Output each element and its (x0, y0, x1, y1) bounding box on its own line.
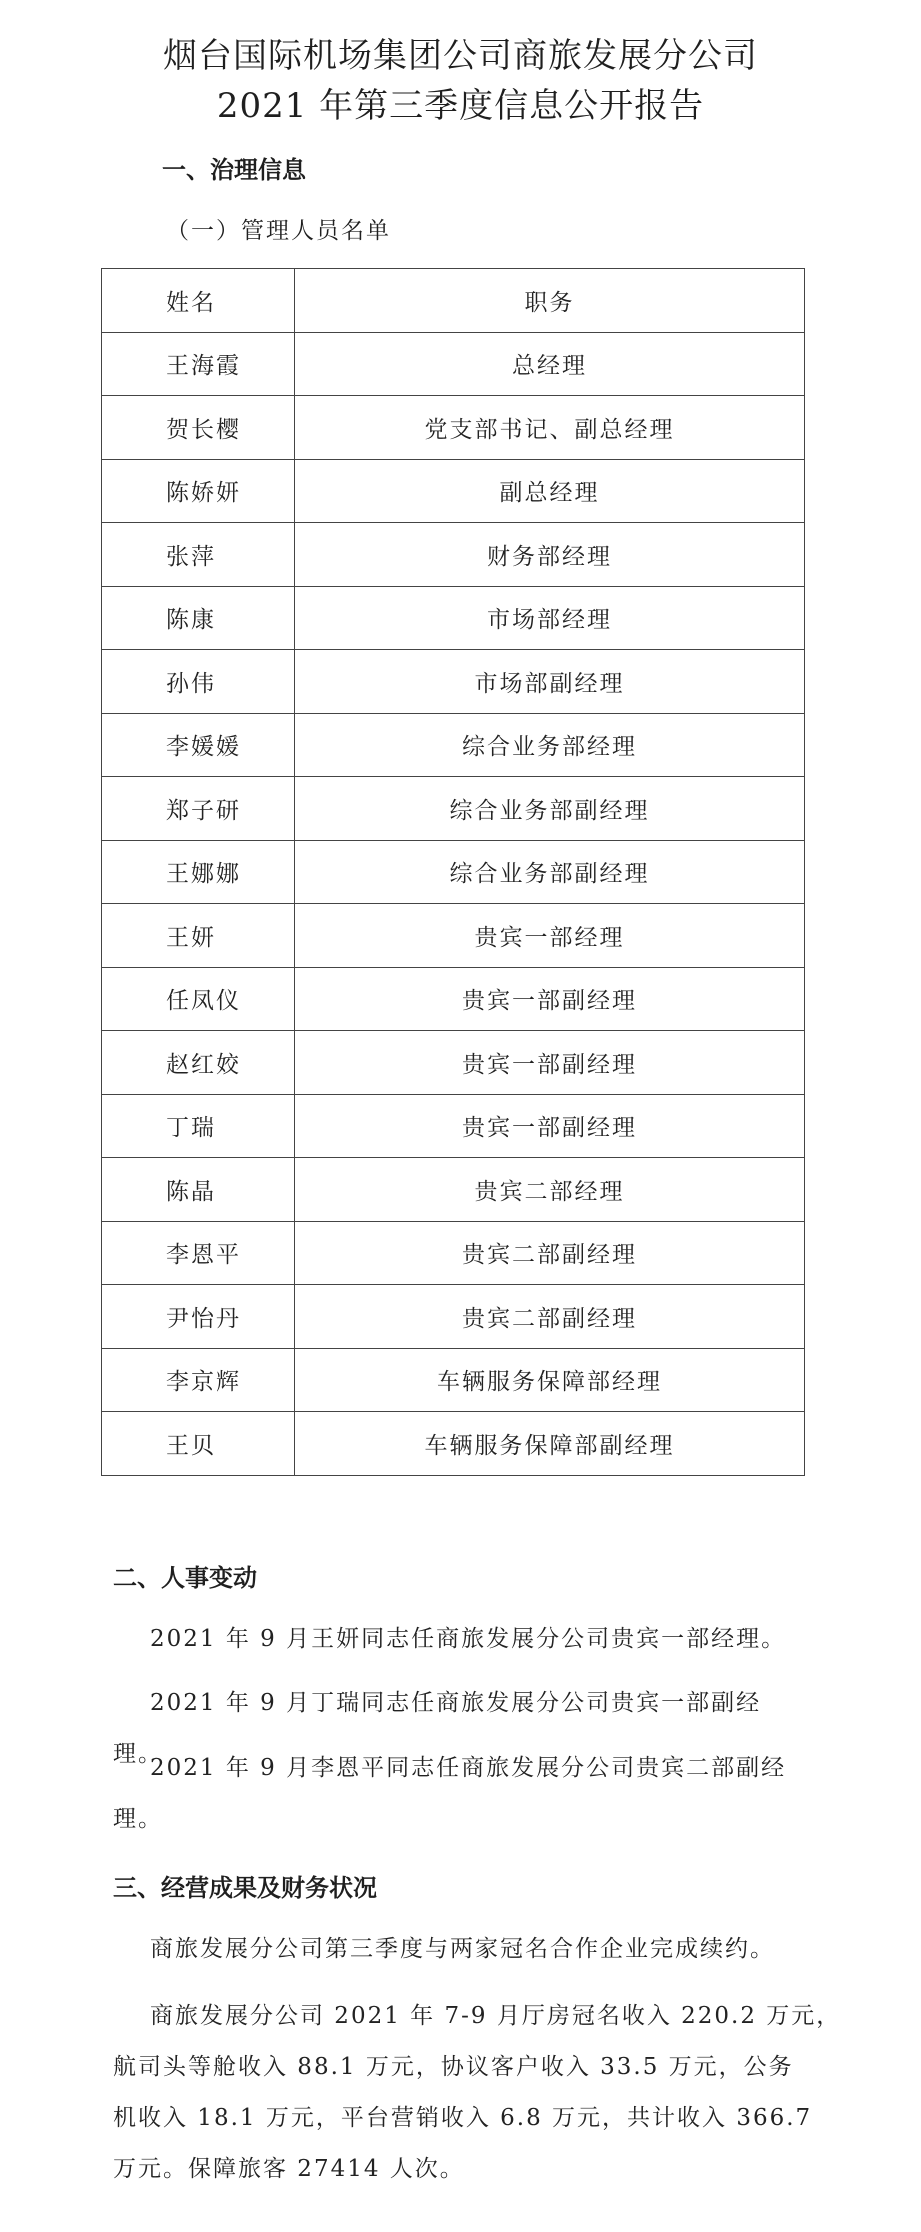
section1-subheading: （一）管理人员名单 (166, 218, 391, 244)
cell-name: 李恩平 (102, 1221, 295, 1285)
cell-role: 贵宾二部经理 (295, 1158, 805, 1222)
table-row (102, 777, 805, 841)
cell-name: 王娜娜 (102, 840, 295, 904)
cell-role: 贵宾一部副经理 (295, 967, 805, 1031)
cell-name: 陈晶 (102, 1158, 295, 1222)
cell-role: 总经理 (295, 332, 805, 396)
cell-name: 王海霞 (102, 332, 295, 396)
document-title-line1: 烟台国际机场集团公司商旅发展分公司 (163, 36, 758, 76)
section3-p1-text: 商旅发展分公司第三季度与两家冠名合作企业完成续约。 (150, 1936, 775, 1962)
section2-p3-line2: 理。 (113, 1806, 163, 1832)
section3-p2-line3: 机收入 18.1 万元，平台营销收入 6.8 万元，共计收入 366.7 (113, 2105, 813, 2131)
table-row (102, 650, 805, 714)
table-row (102, 586, 805, 650)
section2-p2-text: 2021 年 9 月丁瑞同志任商旅发展分公司贵宾一部副经理。 (113, 1690, 762, 1767)
cell-name: 贺长樱 (102, 396, 295, 460)
cell-role: 车辆服务保障部副经理 (295, 1412, 805, 1476)
section3-heading: 三、经营成果及财务状况 (113, 1874, 377, 1902)
section2-p1-text: 2021 年 9 月王妍同志任商旅发展分公司贵宾一部经理。 (150, 1626, 787, 1652)
section2-heading: 二、人事变动 (113, 1564, 257, 1592)
cell-role: 车辆服务保障部经理 (295, 1348, 805, 1412)
cell-name: 陈康 (102, 586, 295, 650)
section2-paragraph-1 (113, 1614, 803, 1665)
cell-role: 党支部书记、副总经理 (295, 396, 805, 460)
document-title-line2: 2021 年第三季度信息公开报告 (216, 86, 705, 126)
cell-role: 贵宾一部经理 (295, 904, 805, 968)
table-row (102, 967, 805, 1031)
section3-p2-line2: 航司头等舱收入 88.1 万元，协议客户收入 33.5 万元，公务 (113, 2054, 794, 2080)
cell-name: 任凤仪 (102, 967, 295, 1031)
cell-role: 贵宾一部副经理 (295, 1031, 805, 1095)
cell-role: 市场部经理 (295, 586, 805, 650)
table-row (102, 523, 805, 587)
section3-p2-line4: 万元。保障旅客 27414 人次。 (113, 2156, 465, 2182)
table-row (102, 332, 805, 396)
table-row (102, 904, 805, 968)
cell-role: 综合业务部副经理 (295, 840, 805, 904)
cell-name: 赵红姣 (102, 1031, 295, 1095)
table-row (102, 713, 805, 777)
table-header-row (102, 269, 805, 333)
section3-p2-line1: 商旅发展分公司 2021 年 7-9 月厅房冠名收入 220.2 万元， (150, 2003, 842, 2029)
table-row (102, 459, 805, 523)
cell-name: 王贝 (102, 1412, 295, 1476)
table-row (102, 1348, 805, 1412)
cell-role: 贵宾二部副经理 (295, 1285, 805, 1349)
cell-name: 李京辉 (102, 1348, 295, 1412)
management-table (101, 268, 805, 1476)
table-row (102, 1158, 805, 1222)
table-row (102, 396, 805, 460)
cell-name: 孙伟 (102, 650, 295, 714)
section2-paragraph-3 (113, 1743, 803, 1845)
cell-name: 张萍 (102, 523, 295, 587)
header-name: 姓名 (102, 269, 295, 333)
table-row (102, 1221, 805, 1285)
table-row (102, 1412, 805, 1476)
table-row (102, 1285, 805, 1349)
table-row (102, 1094, 805, 1158)
cell-role: 综合业务部副经理 (295, 777, 805, 841)
cell-name: 陈娇妍 (102, 459, 295, 523)
cell-name: 王妍 (102, 904, 295, 968)
section2-p3-line1: 2021 年 9 月李恩平同志任商旅发展分公司贵宾二部副经 (150, 1755, 787, 1781)
cell-role: 贵宾一部副经理 (295, 1094, 805, 1158)
cell-name: 李媛媛 (102, 713, 295, 777)
table-row (102, 1031, 805, 1095)
cell-name: 郑子研 (102, 777, 295, 841)
header-role: 职务 (295, 269, 805, 333)
cell-role: 副总经理 (295, 459, 805, 523)
cell-role: 市场部副经理 (295, 650, 805, 714)
cell-role: 综合业务部经理 (295, 713, 805, 777)
cell-role: 财务部经理 (295, 523, 805, 587)
section1-heading: 一、治理信息 (162, 156, 306, 184)
cell-name: 尹怡丹 (102, 1285, 295, 1349)
section3-paragraph-2 (113, 1991, 842, 2195)
section3-paragraph-1 (113, 1924, 803, 1975)
cell-name: 丁瑞 (102, 1094, 295, 1158)
table-row (102, 840, 805, 904)
cell-role: 贵宾二部副经理 (295, 1221, 805, 1285)
